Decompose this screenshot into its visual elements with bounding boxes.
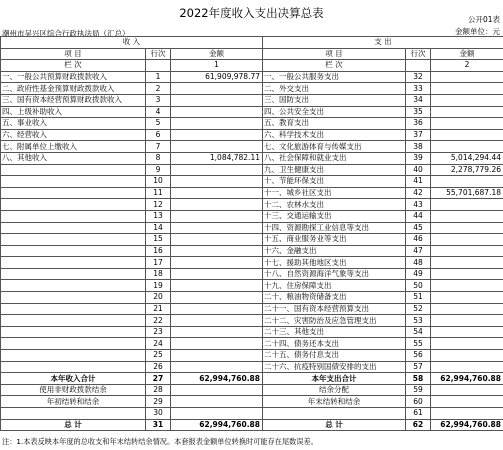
expense-amount (431, 94, 503, 106)
income-item: 二、政府性基金预算财政拨款收入 (1, 83, 146, 95)
income-line-no: 20 (146, 292, 171, 304)
income-amount (171, 408, 263, 420)
income-line-no: 23 (146, 326, 171, 338)
table-row (1, 373, 503, 385)
income-amount (171, 315, 263, 327)
income-amount (171, 83, 263, 95)
income-amount (171, 384, 263, 396)
expense-item: 本年支出合计 (263, 373, 406, 385)
expense-item: 结余分配 (263, 384, 406, 396)
expense-line-no: 43 (406, 199, 431, 211)
expense-line-no: 44 (406, 210, 431, 222)
expense-item: 八、社会保障和就业支出 (263, 152, 406, 164)
expense-item: 十五、商业服务业等支出 (263, 234, 406, 246)
expense-amount (431, 129, 503, 141)
income-amount (171, 396, 263, 408)
income-item: 五、事业收入 (1, 118, 146, 130)
income-amount (171, 292, 263, 304)
expense-item: 二十五、债务付息支出 (263, 350, 406, 362)
expense-line-header: 行次 (406, 48, 431, 60)
income-item (1, 257, 146, 269)
expense-amount (431, 292, 503, 304)
income-amount-header: 金额 (171, 48, 263, 60)
income-amount (171, 222, 263, 234)
income-item: 七、附属单位上缴收入 (1, 141, 146, 153)
table-row (1, 326, 503, 338)
expense-section-header: 支 出 (263, 37, 503, 49)
expense-line-no: 52 (406, 303, 431, 315)
income-line-no: 21 (146, 303, 171, 315)
expense-amount: 2,278,779.26 (431, 164, 503, 176)
table-row (1, 176, 503, 188)
income-item (1, 187, 146, 199)
expense-line-no: 40 (406, 164, 431, 176)
income-line-no: 17 (146, 257, 171, 269)
table-row (1, 280, 503, 292)
table-row (1, 234, 503, 246)
table-row (1, 315, 503, 327)
expense-amount (431, 199, 503, 211)
expense-amount (431, 118, 503, 130)
expense-column-line (406, 60, 431, 72)
income-item: 六、经营收入 (1, 129, 146, 141)
expense-item: 十四、资源勘探工业信息等支出 (263, 222, 406, 234)
expense-amount (431, 83, 503, 95)
income-amount: 62,994,760.88 (171, 373, 263, 385)
income-item (1, 361, 146, 373)
income-item (1, 326, 146, 338)
income-item (1, 176, 146, 188)
income-line-no: 27 (146, 373, 171, 385)
income-item: 三、国有资本经营预算财政拨款收入 (1, 94, 146, 106)
expense-column-number: 2 (431, 60, 503, 72)
expense-amount (431, 384, 503, 396)
income-line-no: 12 (146, 199, 171, 211)
expense-item: 十九、住房保障支出 (263, 280, 406, 292)
income-line-no: 31 (146, 419, 171, 431)
expense-amount: 55,701,687.18 (431, 187, 503, 199)
income-line-no: 3 (146, 94, 171, 106)
income-line-header: 行次 (146, 48, 171, 60)
expense-item: 十二、农林水支出 (263, 199, 406, 211)
table-row (1, 245, 503, 257)
income-line-no: 26 (146, 361, 171, 373)
expense-line-no: 42 (406, 187, 431, 199)
income-line-no: 13 (146, 210, 171, 222)
income-item: 一、一般公共预算财政拨款收入 (1, 71, 146, 83)
income-amount (171, 361, 263, 373)
expense-line-no: 61 (406, 408, 431, 420)
income-amount (171, 187, 263, 199)
expense-amount (431, 396, 503, 408)
expense-item: 一、一般公共服务支出 (263, 71, 406, 83)
expense-item: 十七、援助其他地区支出 (263, 257, 406, 269)
expense-amount (431, 71, 503, 83)
expense-item: 十、节能环保支出 (263, 176, 406, 188)
table-row (1, 94, 503, 106)
income-column-label: 栏 次 (1, 60, 146, 72)
income-line-no: 6 (146, 129, 171, 141)
income-amount (171, 245, 263, 257)
income-line-no: 22 (146, 315, 171, 327)
expense-line-no: 35 (406, 106, 431, 118)
income-line-no: 5 (146, 118, 171, 130)
income-line-no: 14 (146, 222, 171, 234)
expense-line-no: 39 (406, 152, 431, 164)
expense-item: 二十二、灾害防治及应急管理支出 (263, 315, 406, 327)
table-row (1, 384, 503, 396)
expense-item: 六、科学技术支出 (263, 129, 406, 141)
income-expense-table (0, 36, 503, 431)
report-title: 2022年度收入支出决算总表 (179, 6, 324, 20)
expense-amount (431, 222, 503, 234)
expense-item: 四、公共安全支出 (263, 106, 406, 118)
expense-line-no: 34 (406, 94, 431, 106)
expense-item: 二十四、债务还本支出 (263, 338, 406, 350)
income-amount (171, 141, 263, 153)
income-amount: 1,084,782.11 (171, 152, 263, 164)
expense-line-no: 58 (406, 373, 431, 385)
expense-column-label: 栏 次 (263, 60, 406, 72)
table-row (1, 350, 503, 362)
expense-item: 十一、城乡社区支出 (263, 187, 406, 199)
expense-line-no: 46 (406, 234, 431, 246)
expense-item: 五、教育支出 (263, 118, 406, 130)
table-row (1, 106, 503, 118)
expense-line-no: 48 (406, 257, 431, 269)
income-item (1, 234, 146, 246)
income-line-no: 15 (146, 234, 171, 246)
expense-line-no: 37 (406, 129, 431, 141)
income-line-no: 7 (146, 141, 171, 153)
table-row (1, 83, 503, 95)
table-row (1, 268, 503, 280)
table-row (1, 222, 503, 234)
table-row (1, 141, 503, 153)
income-item (1, 408, 146, 420)
income-line-no: 16 (146, 245, 171, 257)
income-column-number: 1 (171, 60, 263, 72)
income-amount (171, 106, 263, 118)
expense-line-no: 51 (406, 292, 431, 304)
expense-amount (431, 176, 503, 188)
expense-amount: 5,014,294.44 (431, 152, 503, 164)
expense-line-no: 38 (406, 141, 431, 153)
expense-amount: 62,994,760.88 (431, 419, 503, 431)
income-amount (171, 268, 263, 280)
expense-amount (431, 326, 503, 338)
expense-item (263, 408, 406, 420)
income-line-no: 2 (146, 83, 171, 95)
income-line-no: 8 (146, 152, 171, 164)
income-amount (171, 210, 263, 222)
income-amount (171, 94, 263, 106)
table-row (1, 361, 503, 373)
expense-line-no: 57 (406, 361, 431, 373)
expense-line-no: 50 (406, 280, 431, 292)
expense-item: 二十一、国有资本经营预算支出 (263, 303, 406, 315)
expense-item: 总 计 (263, 419, 406, 431)
expense-line-no: 45 (406, 222, 431, 234)
expense-line-no: 49 (406, 268, 431, 280)
expense-line-no: 53 (406, 315, 431, 327)
footnote: 注：1.本表反映本年度的总收支和年末结转结余情况。本套报表金额单位转换时可能存在尾数误差。 (2, 437, 318, 446)
expense-item-header: 项 目 (263, 48, 406, 60)
income-line-no: 1 (146, 71, 171, 83)
income-amount (171, 338, 263, 350)
table-row (1, 71, 503, 83)
table-row (1, 408, 503, 420)
income-item (1, 222, 146, 234)
expense-line-no: 47 (406, 245, 431, 257)
expense-line-no: 32 (406, 71, 431, 83)
income-amount (171, 176, 263, 188)
expense-amount (431, 315, 503, 327)
expense-amount (431, 338, 503, 350)
income-item: 总 计 (1, 419, 146, 431)
income-item: 使用非财政拨款结余 (1, 384, 146, 396)
expense-amount (431, 257, 503, 269)
income-amount (171, 303, 263, 315)
income-amount (171, 326, 263, 338)
expense-amount (431, 303, 503, 315)
income-item (1, 292, 146, 304)
income-item (1, 199, 146, 211)
expense-item: 九、卫生健康支出 (263, 164, 406, 176)
expense-amount (431, 234, 503, 246)
expense-item: 十六、金融支出 (263, 245, 406, 257)
income-line-no: 25 (146, 350, 171, 362)
column-index-row (1, 60, 503, 72)
expense-line-no: 56 (406, 350, 431, 362)
form-code: 公开01表 (467, 15, 500, 24)
expense-line-no: 33 (406, 83, 431, 95)
expense-item: 二十、粮油物资储备支出 (263, 292, 406, 304)
income-item (1, 210, 146, 222)
expense-item: 二十三、其他支出 (263, 326, 406, 338)
expense-amount (431, 408, 503, 420)
income-amount: 62,994,760.88 (171, 419, 263, 431)
expense-item: 七、文化旅游体育与传媒支出 (263, 141, 406, 153)
income-amount (171, 350, 263, 362)
expense-item: 二十六、抗疫特别国债安排的支出 (263, 361, 406, 373)
income-line-no: 10 (146, 176, 171, 188)
income-line-no: 9 (146, 164, 171, 176)
income-item-header: 项 目 (1, 48, 146, 60)
income-item (1, 338, 146, 350)
expense-line-no: 55 (406, 338, 431, 350)
table-row (1, 303, 503, 315)
income-amount (171, 199, 263, 211)
income-amount (171, 164, 263, 176)
table-row (1, 199, 503, 211)
table-row (1, 164, 503, 176)
table-row (1, 396, 503, 408)
table-row (1, 210, 503, 222)
expense-amount: 62,994,760.88 (431, 373, 503, 385)
income-amount: 61,909,978.77 (171, 71, 263, 83)
expense-amount (431, 361, 503, 373)
income-amount (171, 280, 263, 292)
table-row (1, 419, 503, 431)
expense-item: 年末结转和结余 (263, 396, 406, 408)
income-amount (171, 118, 263, 130)
organization-name: 潮州市吴兴区综合行政执法局（汇总） (2, 29, 130, 38)
expense-amount (431, 350, 503, 362)
expense-amount (431, 280, 503, 292)
table-row (1, 292, 503, 304)
income-item (1, 280, 146, 292)
table-row (1, 152, 503, 164)
income-item (1, 315, 146, 327)
income-line-no: 19 (146, 280, 171, 292)
income-section-header: 收 入 (1, 37, 263, 49)
expense-line-no: 41 (406, 176, 431, 188)
expense-amount-header: 金额 (431, 48, 503, 60)
expense-line-no: 59 (406, 384, 431, 396)
expense-amount (431, 141, 503, 153)
column-header-row (1, 48, 503, 60)
income-column-line (146, 60, 171, 72)
table-row (1, 338, 503, 350)
expense-line-no: 60 (406, 396, 431, 408)
income-line-no: 29 (146, 396, 171, 408)
expense-amount (431, 106, 503, 118)
income-amount (171, 129, 263, 141)
income-line-no: 30 (146, 408, 171, 420)
income-line-no: 18 (146, 268, 171, 280)
section-header-row (1, 37, 503, 49)
income-item: 年初结转和结余 (1, 396, 146, 408)
table-row (1, 257, 503, 269)
table-row (1, 129, 503, 141)
income-item (1, 164, 146, 176)
expense-line-no: 36 (406, 118, 431, 130)
amount-unit: 金额单位：元 (455, 27, 500, 36)
table-row (1, 118, 503, 130)
expense-item: 十三、交通运输支出 (263, 210, 406, 222)
expense-amount (431, 210, 503, 222)
expense-item: 十八、自然资源海洋气象等支出 (263, 268, 406, 280)
income-item: 本年收入合计 (1, 373, 146, 385)
expense-item: 二、外交支出 (263, 83, 406, 95)
income-item (1, 268, 146, 280)
income-line-no: 24 (146, 338, 171, 350)
expense-line-no: 62 (406, 419, 431, 431)
income-item: 八、其他收入 (1, 152, 146, 164)
income-line-no: 4 (146, 106, 171, 118)
income-item (1, 245, 146, 257)
expense-amount (431, 245, 503, 257)
income-line-no: 28 (146, 384, 171, 396)
table-row (1, 187, 503, 199)
income-item (1, 303, 146, 315)
expense-line-no: 54 (406, 326, 431, 338)
income-line-no: 11 (146, 187, 171, 199)
income-item: 四、上级补助收入 (1, 106, 146, 118)
expense-item: 三、国防支出 (263, 94, 406, 106)
income-amount (171, 234, 263, 246)
income-item (1, 350, 146, 362)
income-amount (171, 257, 263, 269)
expense-amount (431, 268, 503, 280)
